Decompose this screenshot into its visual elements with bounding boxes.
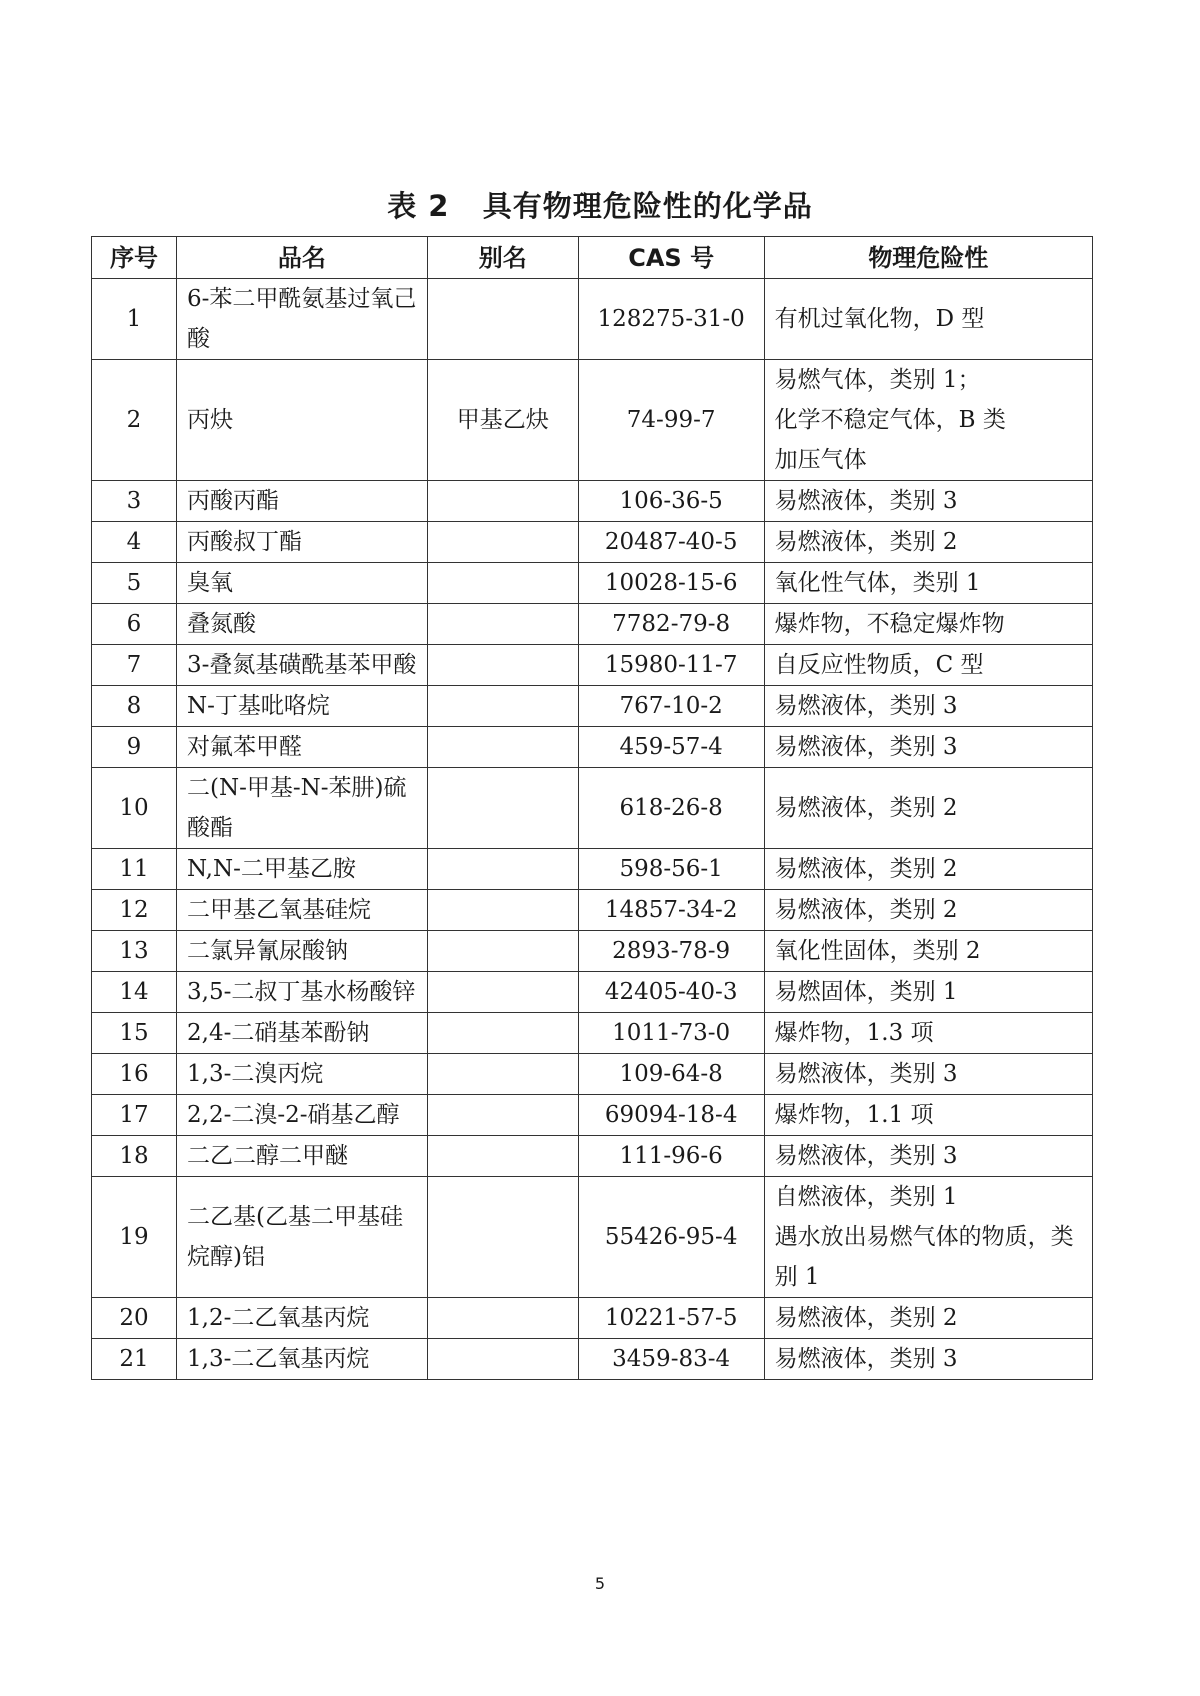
table-row (92, 1177, 1093, 1298)
chemical-name: 二甲基乙氧基硅烷 (177, 890, 428, 931)
header-no: 序号 (92, 237, 177, 279)
cas-number: 10028-15-6 (578, 563, 764, 604)
cas-number: 14857-34-2 (578, 890, 764, 931)
chemical-alias (427, 727, 578, 768)
table-row (92, 481, 1093, 522)
row-number: 14 (92, 972, 177, 1013)
hazard-line: 易燃液体，类别 3 (774, 488, 958, 514)
chemical-alias (427, 604, 578, 645)
table-row (92, 360, 1093, 481)
row-number: 9 (92, 727, 177, 768)
physical-hazard (764, 768, 1092, 849)
hazard-line: 化学不稳定气体，B 类 (774, 407, 1006, 433)
chemical-name: 二氯异氰尿酸钠 (177, 931, 428, 972)
cas-number: 1011-73-0 (578, 1013, 764, 1054)
table-row (92, 849, 1093, 890)
cas-number: 69094-18-4 (578, 1095, 764, 1136)
physical-hazard (764, 604, 1092, 645)
chemical-alias (427, 931, 578, 972)
cas-number: 7782-79-8 (578, 604, 764, 645)
cas-number: 55426-95-4 (578, 1177, 764, 1298)
hazard-line: 氧化性固体，类别 2 (774, 938, 981, 964)
cas-number: 109-64-8 (578, 1054, 764, 1095)
hazard-line: 易燃液体，类别 2 (774, 897, 958, 923)
chemical-name: 二乙二醇二甲醚 (177, 1136, 428, 1177)
hazard-line: 加压气体 (774, 447, 867, 473)
physical-hazard (764, 481, 1092, 522)
row-number: 12 (92, 890, 177, 931)
hazard-line: 易燃气体，类别 1； (774, 367, 981, 393)
physical-hazard (764, 279, 1092, 360)
hazard-line: 有机过氧化物，D 型 (774, 306, 985, 332)
row-number: 10 (92, 768, 177, 849)
chemical-name: N-丁基吡咯烷 (177, 686, 428, 727)
row-number: 20 (92, 1298, 177, 1339)
hazard-line: 易燃液体，类别 3 (774, 1143, 958, 1169)
chemical-alias (427, 1339, 578, 1380)
page-number: 5 (594, 1574, 606, 1593)
row-number: 21 (92, 1339, 177, 1380)
cas-number: 618-26-8 (578, 768, 764, 849)
row-number: 11 (92, 849, 177, 890)
cas-number: 106-36-5 (578, 481, 764, 522)
hazard-line: 氧化性气体，类别 1 (774, 570, 981, 596)
physical-hazard (764, 686, 1092, 727)
chemical-alias (427, 686, 578, 727)
row-number: 4 (92, 522, 177, 563)
header-name: 品名 (177, 237, 428, 279)
page-title: 表 2 具有物理危险性的化学品 (387, 189, 813, 223)
row-number: 6 (92, 604, 177, 645)
hazard-line: 易燃液体，类别 3 (774, 734, 958, 760)
cas-number: 111-96-6 (578, 1136, 764, 1177)
table-row (92, 1339, 1093, 1380)
row-number: 1 (92, 279, 177, 360)
hazard-line: 自反应性物质，C 型 (774, 652, 984, 678)
physical-hazard (764, 645, 1092, 686)
chemical-alias (427, 1054, 578, 1095)
row-number: 17 (92, 1095, 177, 1136)
physical-hazard (764, 1298, 1092, 1339)
chemical-name: 1,3-二乙氧基丙烷 (177, 1339, 428, 1380)
hazard-line: 易燃液体，类别 3 (774, 693, 958, 719)
cas-number: 2893-78-9 (578, 931, 764, 972)
hazard-line: 爆炸物，1.3 项 (774, 1020, 934, 1046)
hazard-line: 易燃液体，类别 2 (774, 795, 958, 821)
chemical-name: 臭氧 (177, 563, 428, 604)
chemical-name: 6-苯二甲酰氨基过氧己酸 (177, 279, 428, 360)
chemical-name: 3-叠氮基磺酰基苯甲酸 (177, 645, 428, 686)
physical-hazard (764, 1136, 1092, 1177)
physical-hazard (764, 1177, 1092, 1298)
table-row (92, 686, 1093, 727)
table-row (92, 563, 1093, 604)
cas-number: 15980-11-7 (578, 645, 764, 686)
hazard-line: 易燃液体，类别 2 (774, 1305, 958, 1331)
chemical-alias (427, 768, 578, 849)
chemical-alias (427, 972, 578, 1013)
row-number: 18 (92, 1136, 177, 1177)
hazard-line: 爆炸物，不稳定爆炸物 (774, 611, 1005, 637)
table-row (92, 890, 1093, 931)
chemical-name: 2,2-二溴-2-硝基乙醇 (177, 1095, 428, 1136)
chemical-alias (427, 1095, 578, 1136)
physical-hazard (764, 849, 1092, 890)
hazard-line: 易燃固体，类别 1 (774, 979, 958, 1005)
row-number: 16 (92, 1054, 177, 1095)
chemical-name: 对氟苯甲醛 (177, 727, 428, 768)
chemical-name: 丙酸叔丁酯 (177, 522, 428, 563)
chemical-name: 2,4-二硝基苯酚钠 (177, 1013, 428, 1054)
header-cas: CAS 号 (578, 237, 764, 279)
table-row (92, 1013, 1093, 1054)
row-number: 8 (92, 686, 177, 727)
chemical-alias (427, 522, 578, 563)
cas-number: 459-57-4 (578, 727, 764, 768)
chemical-name: 1,3-二溴丙烷 (177, 1054, 428, 1095)
chemical-alias (427, 1013, 578, 1054)
physical-hazard (764, 972, 1092, 1013)
physical-hazard (764, 360, 1092, 481)
chemical-alias (427, 481, 578, 522)
cas-number: 767-10-2 (578, 686, 764, 727)
physical-hazard (764, 1095, 1092, 1136)
chemical-name: 叠氮酸 (177, 604, 428, 645)
chemical-name: 二(N-甲基-N-苯肼)硫酸酯 (177, 768, 428, 849)
chemical-name: 3,5-二叔丁基水杨酸锌 (177, 972, 428, 1013)
physical-hazard (764, 1054, 1092, 1095)
table-row (92, 279, 1093, 360)
chemicals-table (91, 236, 1093, 1380)
table-row (92, 604, 1093, 645)
physical-hazard (764, 1339, 1092, 1380)
chemical-name: N,N-二甲基乙胺 (177, 849, 428, 890)
hazard-line: 易燃液体，类别 3 (774, 1346, 958, 1372)
cas-number: 128275-31-0 (578, 279, 764, 360)
physical-hazard (764, 563, 1092, 604)
physical-hazard (764, 727, 1092, 768)
hazard-line: 易燃液体，类别 3 (774, 1061, 958, 1087)
table-header-row (92, 237, 1093, 279)
chemical-alias (427, 1298, 578, 1339)
chemical-alias (427, 563, 578, 604)
table-row (92, 645, 1093, 686)
cas-number: 598-56-1 (578, 849, 764, 890)
chemical-alias (427, 890, 578, 931)
chemical-name: 丙酸丙酯 (177, 481, 428, 522)
row-number: 7 (92, 645, 177, 686)
table-row (92, 768, 1093, 849)
hazard-line: 易燃液体，类别 2 (774, 529, 958, 555)
chemical-name: 丙炔 (177, 360, 428, 481)
chemical-alias (427, 1136, 578, 1177)
table-row (92, 972, 1093, 1013)
chemical-alias: 甲基乙炔 (427, 360, 578, 481)
chemical-alias (427, 1177, 578, 1298)
row-number: 13 (92, 931, 177, 972)
row-number: 5 (92, 563, 177, 604)
table-row (92, 1136, 1093, 1177)
chemical-alias (427, 645, 578, 686)
chemical-alias (427, 279, 578, 360)
row-number: 19 (92, 1177, 177, 1298)
cas-number: 42405-40-3 (578, 972, 764, 1013)
table-row (92, 1054, 1093, 1095)
hazard-line: 爆炸物，1.1 项 (774, 1102, 934, 1128)
cas-number: 74-99-7 (578, 360, 764, 481)
hazard-line: 易燃液体，类别 2 (774, 856, 958, 882)
header-alias: 别名 (427, 237, 578, 279)
header-hazard: 物理危险性 (764, 237, 1092, 279)
table-row (92, 522, 1093, 563)
chemical-name: 二乙基(乙基二甲基硅烷醇)铝 (177, 1177, 428, 1298)
table-row (92, 727, 1093, 768)
cas-number: 20487-40-5 (578, 522, 764, 563)
row-number: 2 (92, 360, 177, 481)
hazard-line: 自燃液体，类别 1 (774, 1184, 958, 1210)
chemical-alias (427, 849, 578, 890)
table-body (92, 279, 1093, 1380)
table-row (92, 1095, 1093, 1136)
cas-number: 3459-83-4 (578, 1339, 764, 1380)
physical-hazard (764, 890, 1092, 931)
table-row (92, 1298, 1093, 1339)
table-row (92, 931, 1093, 972)
chemical-name: 1,2-二乙氧基丙烷 (177, 1298, 428, 1339)
physical-hazard (764, 522, 1092, 563)
row-number: 15 (92, 1013, 177, 1054)
row-number: 3 (92, 481, 177, 522)
physical-hazard (764, 1013, 1092, 1054)
cas-number: 10221-57-5 (578, 1298, 764, 1339)
hazard-line: 遇水放出易燃气体的物质，类别 1 (774, 1224, 1074, 1290)
physical-hazard (764, 931, 1092, 972)
